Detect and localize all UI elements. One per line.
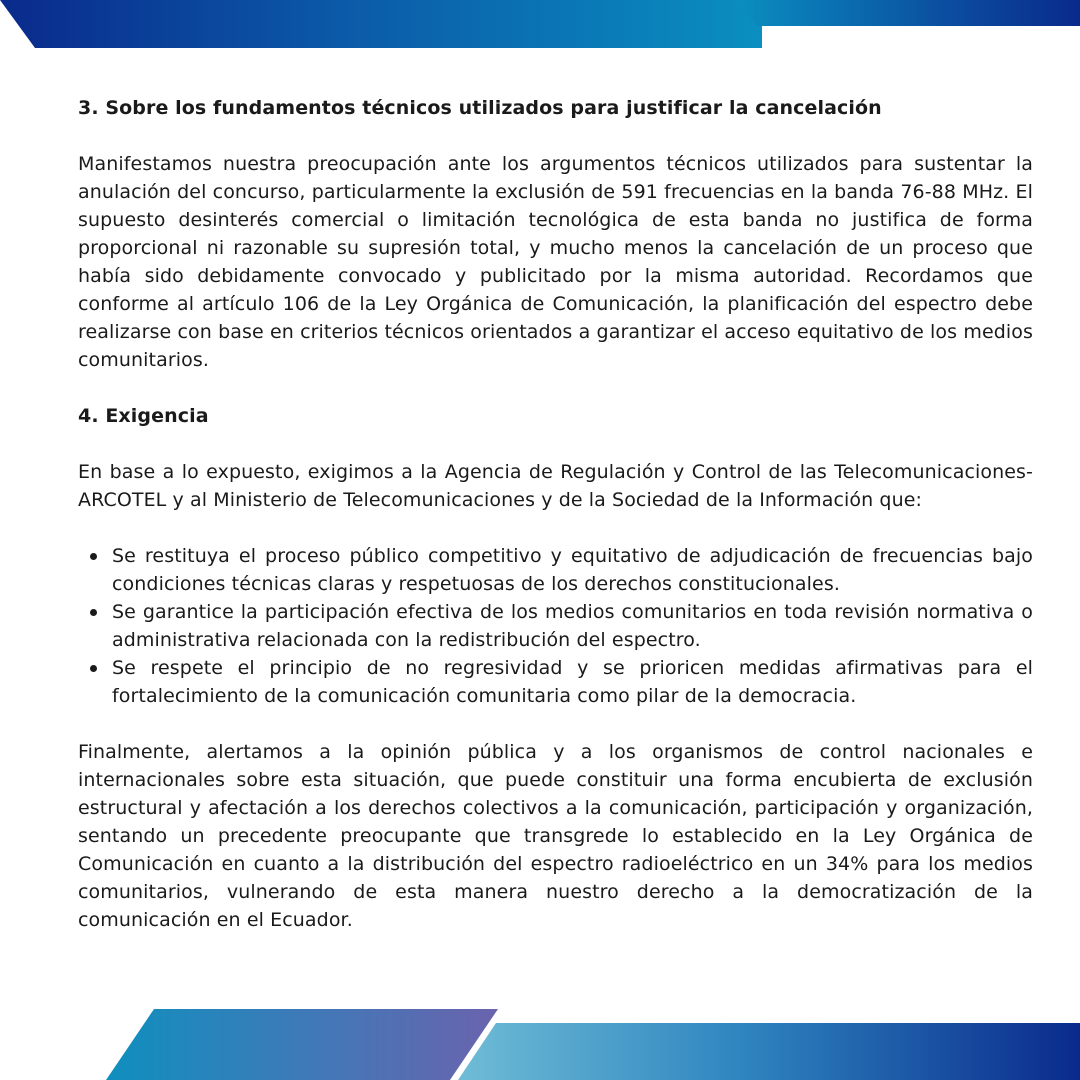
section-3-paragraph: Manifestamos nuestra preocupación ante los argumentos técnicos utilizados para sustentar la anulación del concurso, particularmente la exclusión de 591 frecuencias en la banda 76-88 MHz. El supuesto desinterés comercial o limitación tecnológica de esta banda no justifica de forma proporcional ni razonable su supresión total, y mucho menos la cancelación de un proceso que había sido debidamente convocado y publicitado por la misma autoridad. Recordamos que conforme al artículo 106 de la Ley Orgánica de Comunicación, la planificación del espectro debe realizarse con base en criterios técnicos orientados a garantizar el acceso equitativo de los medios comunitarios.	[78, 153, 1033, 371]
list-item	[112, 598, 1033, 654]
section-4-intro: En base a lo expuesto, exigimos a la Agencia de Regulación y Control de las Telecomunicaciones- ARCOTEL y al Ministerio de Telecomunicaciones y de la Sociedad de la Información que:	[78, 461, 1033, 511]
list-item	[112, 542, 1033, 598]
list-item-text: Se restituya el proceso público competitivo y equitativo de adjudicación de frecuencias bajo condiciones técnicas claras y respetuosas de los derechos constitucionales.	[112, 545, 1033, 595]
list-item-text: Se respete el principio de no regresividad y se prioricen medidas afirmativas para el fortalecimiento de la comunicación comunitaria como pilar de la democracia.	[112, 657, 1033, 707]
list-item	[112, 654, 1033, 710]
demands-list	[78, 542, 1033, 710]
document-body	[78, 94, 1033, 962]
bullet-icon	[90, 665, 97, 672]
section-3-heading: 3. Sobre los fundamentos técnicos utilizados para justificar la cancelación	[78, 97, 882, 119]
closing-paragraph: Finalmente, alertamos a la opinión pública y a los organismos de control nacionales e internacionales sobre esta situación, que puede constituir una forma encubierta de exclusión estructural y afectación a los derechos colectivos a la comunicación, participación y organización, sentando un precedente preocupante que transgrede lo establecido en la Ley Orgánica de Comunicación en cuanto a la distribución del espectro radioeléctrico en un 34% para los medios comunitarios, vulnerando de esta manera nuestro derecho a la democratización de la comunicación en el Ecuador.	[78, 741, 1033, 931]
bullet-icon	[90, 553, 97, 560]
top-left-decorative-band	[0, 0, 762, 48]
bullet-icon	[90, 609, 97, 616]
top-right-decorative-band	[735, 0, 1080, 26]
bottom-right-decorative-band	[458, 1023, 1080, 1080]
section-4-heading: 4. Exigencia	[78, 405, 209, 427]
list-item-text: Se garantice la participación efectiva de los medios comunitarios en toda revisión normativa o administrativa relacionada con la redistribución del espectro.	[112, 601, 1033, 651]
bottom-left-decorative-band	[106, 1009, 498, 1080]
